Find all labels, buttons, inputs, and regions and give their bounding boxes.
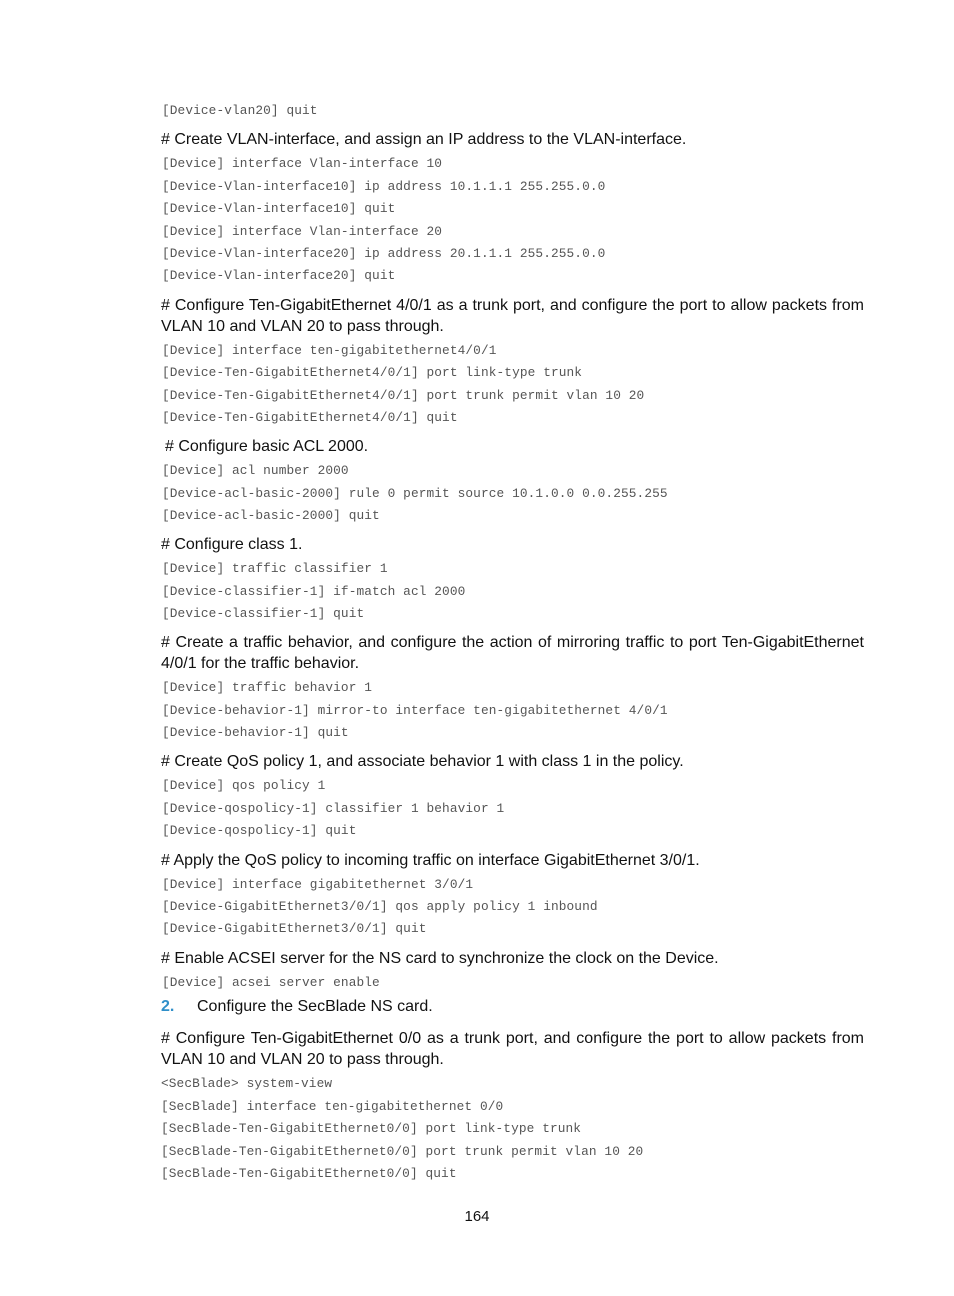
code-line: [Device-Ten-GigabitEthernet4/0/1] port link-type trunk xyxy=(162,365,583,380)
comment-text: # Configure Ten-GigabitEthernet 4/0/1 as a trunk port, and configure the port to allow packets from VLAN 10 and VLAN 20 to pass through. xyxy=(161,297,864,335)
code-line: [Device-Ten-GigabitEthernet4/0/1] quit xyxy=(162,410,458,425)
code-line: [Device] acl number 2000 xyxy=(162,463,349,478)
comment-text: # Create QoS policy 1, and associate behavior 1 with class 1 in the policy. xyxy=(161,753,684,770)
code-line: [SecBlade-Ten-GigabitEthernet0/0] port trunk permit vlan 10 20 xyxy=(161,1144,644,1159)
code-line: [Device-acl-basic-2000] rule 0 permit source 10.1.0.0 0.0.255.255 xyxy=(162,486,668,501)
code-line: [Device-Vlan-interface20] quit xyxy=(162,268,396,283)
step-number: 2. xyxy=(161,998,175,1015)
code-line: [Device-classifier-1] quit xyxy=(162,606,365,621)
code-line: [Device] qos policy 1 xyxy=(162,778,326,793)
code-line: [Device-GigabitEthernet3/0/1] quit xyxy=(162,921,427,936)
comment-text: # Configure class 1. xyxy=(161,536,303,553)
code-line: [Device] interface gigabitethernet 3/0/1 xyxy=(162,877,474,892)
code-line: [Device-acl-basic-2000] quit xyxy=(162,508,380,523)
code-line: [SecBlade-Ten-GigabitEthernet0/0] port link-type trunk xyxy=(161,1121,582,1136)
comment-text: # Apply the QoS policy to incoming traffic on interface GigabitEthernet 3/0/1. xyxy=(161,852,700,869)
code-line: [Device-classifier-1] if-match acl 2000 xyxy=(162,584,466,599)
code-line: [Device] interface Vlan-interface 10 xyxy=(162,156,443,171)
code-line: [Device-qospolicy-1] quit xyxy=(162,823,357,838)
code-line: [Device-qospolicy-1] classifier 1 behavior 1 xyxy=(162,801,505,816)
code-line: [Device-Vlan-interface20] ip address 20.1.1.1 255.255.0.0 xyxy=(162,246,606,261)
comment-text: # Configure Ten-GigabitEthernet 0/0 as a trunk port, and configure the port to allow packets from VLAN 10 and VLAN 20 to pass through. xyxy=(161,1030,864,1068)
code-line: [Device] interface Vlan-interface 20 xyxy=(162,224,443,239)
code-line: [Device] traffic classifier 1 xyxy=(162,561,388,576)
comment-text: # Create VLAN-interface, and assign an IP address to the VLAN-interface. xyxy=(161,131,687,148)
code-line: [Device-Vlan-interface10] ip address 10.1.1.1 255.255.0.0 xyxy=(162,179,606,194)
code-line: [SecBlade] interface ten-gigabitethernet 0/0 xyxy=(161,1099,504,1114)
code-line: [Device-Vlan-interface10] quit xyxy=(162,201,396,216)
comment-text: # Create a traffic behavior, and configure the action of mirroring traffic to port Ten-GigabitEthernet 4/0/1 for the traffic behavior. xyxy=(161,634,864,672)
comment-text: # Enable ACSEI server for the NS card to synchronize the clock on the Device. xyxy=(161,950,719,967)
code-line: [Device] interface ten-gigabitethernet4/0/1 xyxy=(162,343,497,358)
comment-text: # Configure basic ACL 2000. xyxy=(165,438,369,455)
code-line: [Device-GigabitEthernet3/0/1] qos apply policy 1 inbound xyxy=(162,899,598,914)
step-title: Configure the SecBlade NS card. xyxy=(197,998,433,1015)
code-line: [Device-Ten-GigabitEthernet4/0/1] port trunk permit vlan 10 20 xyxy=(162,388,645,403)
code-line: [Device-behavior-1] mirror-to interface ten-gigabitethernet 4/0/1 xyxy=(162,703,668,718)
code-line: [Device] acsei server enable xyxy=(162,975,380,990)
code-line: [SecBlade-Ten-GigabitEthernet0/0] quit xyxy=(161,1166,457,1181)
code-line: [Device-behavior-1] quit xyxy=(162,725,349,740)
code-line: [Device] traffic behavior 1 xyxy=(162,680,373,695)
page-number: 164 xyxy=(464,1208,490,1225)
code-line: <SecBlade> system-view xyxy=(161,1076,333,1091)
code-line: [Device-vlan20] quit xyxy=(162,103,318,118)
